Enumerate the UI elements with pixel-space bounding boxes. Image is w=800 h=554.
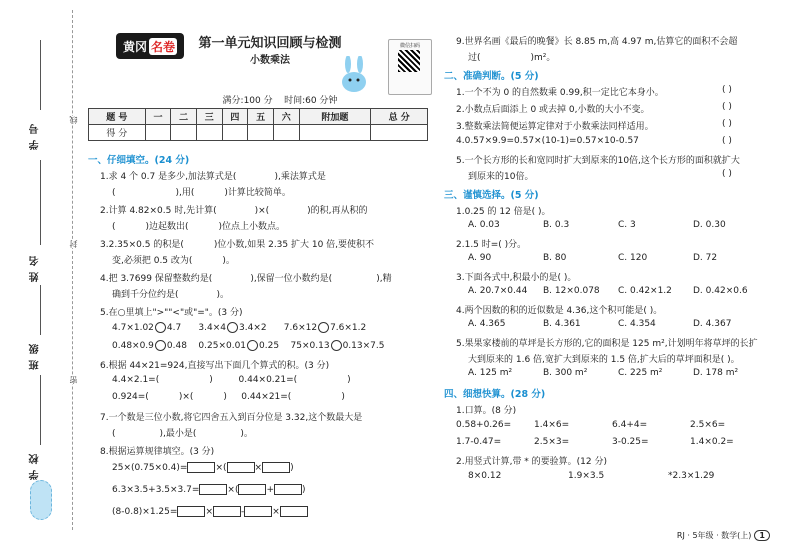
score-header-cell: 题 号 bbox=[89, 109, 146, 125]
question-4-line-b: 确到千分位约是( )。 bbox=[112, 290, 230, 300]
judge-3-mark[interactable]: ( ) bbox=[722, 119, 732, 129]
choice-3-options bbox=[468, 286, 748, 296]
question-6-row-2: 0.924=( )×( ) 0.44×21=( ) bbox=[112, 392, 345, 402]
question-7-line-a: 7.一个数是三位小数,将它四舍五入到百分位是 3.32,这个数最大是 bbox=[100, 413, 363, 423]
question-1-line-a: 1.求 4 个 0.7 是多少,加法算式是( ),乘法算式是 bbox=[100, 172, 326, 182]
score-header-cell: 三 bbox=[196, 109, 222, 125]
class-line[interactable] bbox=[40, 285, 41, 335]
page-subtitle: 小数乘法 bbox=[250, 55, 290, 66]
page-number: 1 bbox=[754, 530, 770, 541]
option[interactable]: A. 0.03 bbox=[468, 220, 500, 230]
section-calculate: 四、细想快算。(28 分) bbox=[444, 389, 546, 400]
score-header-cell: 附加题 bbox=[299, 109, 371, 125]
question-3-line-a: 3.2.35×0.5 的积是( )位小数,如果 2.35 扩大 10 倍,要使积不 bbox=[100, 240, 375, 250]
vertical-calc-row: 8×0.12 1.9×3.5 *2.3×1.29 bbox=[468, 471, 715, 481]
judge-4-mark[interactable]: ( ) bbox=[722, 136, 732, 146]
score-header-cell: 二 bbox=[171, 109, 197, 125]
question-9-line-a: 9.世界名画《最后的晚餐》长 8.85 m,高 4.97 m,估算它的面积不会超 bbox=[456, 37, 738, 47]
cut-line bbox=[72, 10, 73, 530]
question-8-row-1: 25×(0.75×0.4)= ×( × ) bbox=[112, 463, 294, 473]
judge-2-mark[interactable]: ( ) bbox=[722, 102, 732, 112]
option[interactable]: C. 4.354 bbox=[618, 319, 656, 329]
choice-4: 4.两个因数的积的近似数是 4.36,这个积可能是( )。 bbox=[456, 306, 663, 316]
student-number-label: 学号 bbox=[30, 118, 41, 150]
page-footer: RJ · 5年级 · 数学(上) 1 bbox=[677, 530, 770, 541]
score-cell[interactable] bbox=[145, 125, 171, 141]
judge-2: 2.小数点后面添上 0 或去掉 0,小数的大小不变。 bbox=[456, 105, 650, 115]
option[interactable]: D. 0.30 bbox=[693, 220, 726, 230]
choice-1: 1.0.25 的 12 倍是( )。 bbox=[456, 207, 551, 217]
option[interactable]: B. 80 bbox=[543, 253, 567, 263]
question-5-row-1: 4.7×1.02 4.7 3.4×4 3.4×2 7.6×12 7.6×1.2 bbox=[112, 323, 367, 333]
score-header-cell: 六 bbox=[273, 109, 299, 125]
option[interactable]: D. 178 m² bbox=[693, 368, 739, 378]
option[interactable]: A. 20.7×0.44 bbox=[468, 286, 528, 296]
cut-mark-xian: 线 bbox=[69, 116, 78, 124]
judge-5-cont: 到原来的10倍。 bbox=[468, 172, 534, 182]
judge-1-mark[interactable]: ( ) bbox=[722, 85, 732, 95]
question-9-line-b: 过( )m²。 bbox=[468, 53, 556, 63]
cut-mark-feng: 封 bbox=[69, 240, 78, 248]
compare-circle[interactable] bbox=[155, 322, 166, 333]
score-cell[interactable] bbox=[248, 125, 274, 141]
question-2-line-a: 2.计算 4.82×0.5 时,先计算( )×( )的积,再从积的 bbox=[100, 206, 368, 216]
score-header-cell: 四 bbox=[222, 109, 248, 125]
question-3-line-b: 变,必须把 0.5 改为( )。 bbox=[112, 256, 235, 266]
cut-mark-mi: 密 bbox=[69, 376, 78, 384]
binding-margin bbox=[0, 0, 82, 554]
answer-box[interactable] bbox=[177, 506, 205, 517]
question-8-row-2: 6.3×3.5+3.5×3.7= ×( + ) bbox=[112, 485, 306, 495]
answer-box[interactable] bbox=[280, 506, 308, 517]
name-label: 姓名 bbox=[30, 250, 41, 282]
brand-logo: 黄冈 名卷 bbox=[116, 33, 184, 59]
choice-5-line-a: 5.果果家楼前的草坪是长方形的,它的面积是 125 m²,计划明年将草坪的长扩 bbox=[456, 339, 758, 349]
judge-5: 5.一个长方形的长和宽同时扩大到原来的10倍,这个长方形的面积就扩大 bbox=[456, 156, 740, 166]
section-fill-blank: 一、仔细填空。(24 分) bbox=[88, 155, 190, 166]
school-label: 学校 bbox=[30, 448, 41, 480]
section-judge: 二、准确判断。(5 分) bbox=[444, 71, 539, 82]
question-5-row-2: 0.48×0.9 0.48 0.25×0.01 0.25 75×0.13 0.13×7.5 bbox=[112, 341, 385, 351]
question-2-line-b: ( )边起数出( )位点上小数点。 bbox=[112, 222, 286, 232]
option[interactable]: C. 0.42×1.2 bbox=[618, 286, 672, 296]
question-6-row-1: 4.4×2.1=( ) 0.44×0.21=( ) bbox=[112, 375, 351, 385]
question-8-title: 8.根据运算规律填空。(3 分) bbox=[100, 447, 215, 457]
score-cell[interactable] bbox=[196, 125, 222, 141]
qr-caption: 微信扫码 bbox=[399, 43, 420, 49]
answer-box[interactable] bbox=[199, 484, 227, 495]
question-4-line-a: 4.把 3.7699 保留整数约是( ),保留一位小数约是( ),精 bbox=[100, 274, 392, 284]
option[interactable]: C. 120 bbox=[618, 253, 648, 263]
answer-box[interactable] bbox=[262, 462, 290, 473]
section-choose: 三、谨慎选择。(5 分) bbox=[444, 190, 539, 201]
score-table bbox=[88, 108, 428, 141]
option[interactable]: B. 300 m² bbox=[543, 368, 588, 378]
class-label: 班级 bbox=[30, 338, 41, 370]
compare-circle[interactable] bbox=[318, 322, 329, 333]
choice-1-options bbox=[468, 220, 726, 230]
page-title: 第一单元知识回顾与检测 bbox=[198, 36, 342, 51]
choice-4-options bbox=[468, 319, 731, 329]
vertical-calc-title: 2.用竖式计算,带 * 的要验算。(12 分) bbox=[456, 457, 608, 467]
judge-4: 4.0.57×9.9=0.57×(10-1)=0.57×10-0.57 bbox=[456, 136, 639, 146]
option[interactable]: C. 225 m² bbox=[618, 368, 663, 378]
answer-box[interactable] bbox=[187, 462, 215, 473]
option[interactable]: A. 90 bbox=[468, 253, 492, 263]
compare-circle[interactable] bbox=[155, 340, 166, 351]
question-1-line-b: ( ),用( )计算比较简单。 bbox=[112, 188, 291, 198]
score-cell[interactable] bbox=[171, 125, 197, 141]
score-cell[interactable] bbox=[299, 125, 371, 141]
name-line[interactable] bbox=[40, 160, 41, 245]
score-cell[interactable] bbox=[222, 125, 248, 141]
option[interactable]: A. 4.365 bbox=[468, 319, 506, 329]
mental-math-row-1: 0.58+0.26= 1.4×6= 6.4+4= 2.5×6= bbox=[456, 420, 726, 430]
answer-box[interactable] bbox=[274, 484, 302, 495]
judge-5-mark[interactable]: ( ) bbox=[722, 169, 732, 179]
exam-meta: 满分:100 分 时间:60 分钟 bbox=[222, 96, 338, 106]
student-number-line[interactable] bbox=[40, 40, 41, 110]
answer-box[interactable] bbox=[213, 506, 241, 517]
score-row-label: 得 分 bbox=[89, 125, 146, 141]
option[interactable]: D. 4.367 bbox=[693, 319, 732, 329]
qr-code-icon[interactable] bbox=[398, 50, 420, 72]
choice-3: 3.下面各式中,积最小的是( )。 bbox=[456, 273, 577, 283]
rabbit-mascot-icon bbox=[332, 56, 376, 96]
option[interactable]: B. 4.361 bbox=[543, 319, 581, 329]
mental-math-title: 1.口算。(8 分) bbox=[456, 406, 517, 416]
option[interactable]: B. 0.3 bbox=[543, 220, 570, 230]
option[interactable]: D. 0.42×0.6 bbox=[693, 286, 748, 296]
judge-1: 1.一个不为 0 的自然数乘 0.99,积一定比它本身小。 bbox=[456, 88, 664, 98]
score-cell[interactable] bbox=[371, 125, 428, 141]
question-8-row-3: (8-0.8)×1.25= × - × bbox=[112, 506, 308, 517]
mental-math-row-2: 1.7-0.47= 2.5×3= 3-0.25= 1.4×0.2= bbox=[456, 437, 734, 447]
compare-circle[interactable] bbox=[247, 340, 258, 351]
choice-5-options bbox=[468, 368, 738, 378]
question-6-title: 6.根据 44×21=924,直接写出下面几个算式的积。(3 分) bbox=[100, 361, 330, 371]
answer-box[interactable] bbox=[238, 484, 266, 495]
option[interactable]: A. 125 m² bbox=[468, 368, 513, 378]
choice-2: 2.1.5 时=( )分。 bbox=[456, 240, 527, 250]
score-header-cell: 一 bbox=[145, 109, 171, 125]
compare-circle[interactable] bbox=[331, 340, 342, 351]
question-7-line-b: ( ),最小是( )。 bbox=[112, 429, 253, 439]
score-header-cell: 五 bbox=[248, 109, 274, 125]
answer-box[interactable] bbox=[227, 462, 255, 473]
judge-3: 3.整数乘法简便运算定律对于小数乘法同样适用。 bbox=[456, 122, 654, 132]
pencil-decoration-icon bbox=[30, 480, 52, 520]
choice-2-options bbox=[468, 253, 717, 263]
choice-5-line-b: 大到原来的 1.6 倍,宽扩大到原来的 1.5 倍,扩大后的草坪面积是( )。 bbox=[468, 355, 740, 365]
compare-circle[interactable] bbox=[227, 322, 238, 333]
score-header-cell: 总 分 bbox=[371, 109, 428, 125]
option[interactable]: B. 12×0.078 bbox=[543, 286, 600, 296]
option[interactable]: C. 3 bbox=[618, 220, 636, 230]
option[interactable]: D. 72 bbox=[693, 253, 718, 263]
answer-box[interactable] bbox=[244, 506, 272, 517]
score-cell[interactable] bbox=[273, 125, 299, 141]
school-line[interactable] bbox=[40, 375, 41, 445]
question-5-title: 5.在○里填上">""<"或"="。(3 分) bbox=[100, 308, 243, 318]
